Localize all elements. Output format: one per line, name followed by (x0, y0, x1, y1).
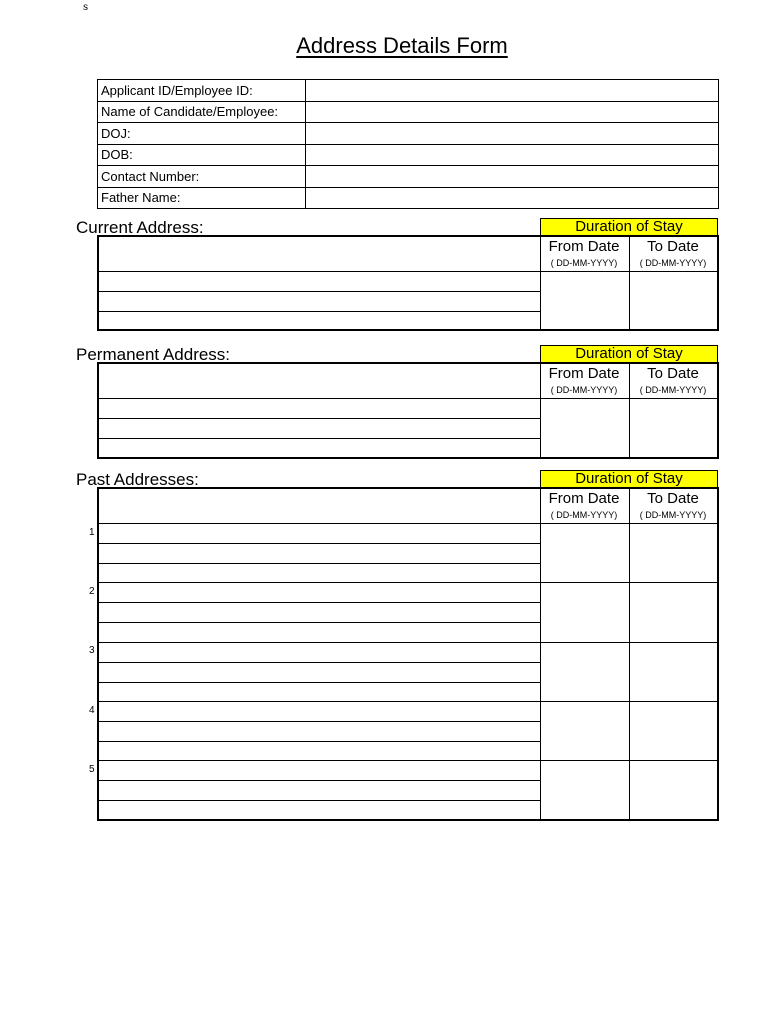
row-divider (99, 398, 717, 399)
address-grid (97, 235, 719, 331)
from-date-label: From Date (548, 365, 620, 382)
table-row (98, 166, 719, 188)
address-line-divider (99, 418, 540, 419)
dob-field[interactable] (306, 144, 719, 166)
father-name-field[interactable] (306, 187, 719, 209)
applicant-info-table (97, 79, 719, 209)
date-format-hint: ( DD-MM-YYYY) (550, 258, 618, 268)
row-divider (99, 582, 717, 583)
past-address-number: 1 (89, 527, 95, 538)
table-row (98, 187, 719, 209)
address-line-divider (99, 438, 540, 439)
to-date-header (629, 365, 717, 396)
table-row (98, 101, 719, 123)
row-divider (99, 271, 717, 272)
column-divider (540, 489, 541, 819)
address-line-divider (99, 682, 540, 683)
duration-of-stay-header: Duration of Stay (540, 218, 718, 236)
date-format-hint: ( DD-MM-YYYY) (639, 510, 707, 520)
from-date-label: From Date (548, 238, 620, 255)
address-line-divider (99, 311, 540, 312)
field-label: DOB: (98, 144, 306, 166)
address-line-divider (99, 543, 540, 544)
section-title: Current Address: (76, 218, 204, 237)
field-label: Contact Number: (98, 166, 306, 188)
from-date-header (540, 490, 628, 521)
from-date-header (540, 238, 628, 269)
date-format-hint: ( DD-MM-YYYY) (639, 258, 707, 268)
from-date-label: From Date (548, 490, 620, 507)
duration-of-stay-header: Duration of Stay (540, 470, 718, 488)
row-divider (99, 523, 717, 524)
table-row (98, 80, 719, 102)
page-title: Address Details Form (296, 33, 508, 58)
field-label: Father Name: (98, 187, 306, 209)
address-grid (97, 362, 719, 459)
past-address-number: 5 (89, 764, 95, 775)
date-format-hint: ( DD-MM-YYYY) (639, 385, 707, 395)
corner-mark: s (83, 2, 89, 13)
section-title: Permanent Address: (76, 345, 231, 364)
address-grid (97, 487, 719, 821)
date-format-hint: ( DD-MM-YYYY) (550, 510, 618, 520)
row-divider (99, 701, 717, 702)
to-date-header (629, 238, 717, 269)
address-line-divider (99, 741, 540, 742)
address-line-divider (99, 800, 540, 801)
candidate-name-field[interactable] (306, 101, 719, 123)
section-title: Past Addresses: (76, 470, 199, 489)
past-address-number: 3 (89, 645, 95, 656)
address-line-divider (99, 622, 540, 623)
address-line-divider (99, 662, 540, 663)
address-line-divider (99, 721, 540, 722)
applicant-id-field[interactable] (306, 80, 719, 102)
table-row (98, 144, 719, 166)
contact-number-field[interactable] (306, 166, 719, 188)
to-date-label: To Date (647, 365, 699, 382)
from-date-header (540, 365, 628, 396)
date-format-hint: ( DD-MM-YYYY) (550, 385, 618, 395)
address-line-divider (99, 291, 540, 292)
address-line-divider (99, 602, 540, 603)
field-label: Applicant ID/Employee ID: (98, 80, 306, 102)
duration-of-stay-header: Duration of Stay (540, 345, 718, 363)
address-line-divider (99, 780, 540, 781)
row-divider (99, 642, 717, 643)
past-address-number: 2 (89, 586, 95, 597)
row-divider (99, 760, 717, 761)
to-date-label: To Date (647, 490, 699, 507)
past-address-number: 4 (89, 705, 95, 716)
to-date-label: To Date (647, 238, 699, 255)
to-date-header (629, 490, 717, 521)
field-label: Name of Candidate/Employee: (98, 101, 306, 123)
address-line-divider (99, 563, 540, 564)
table-row (98, 123, 719, 145)
field-label: DOJ: (98, 123, 306, 145)
doj-field[interactable] (306, 123, 719, 145)
column-divider (629, 489, 630, 819)
